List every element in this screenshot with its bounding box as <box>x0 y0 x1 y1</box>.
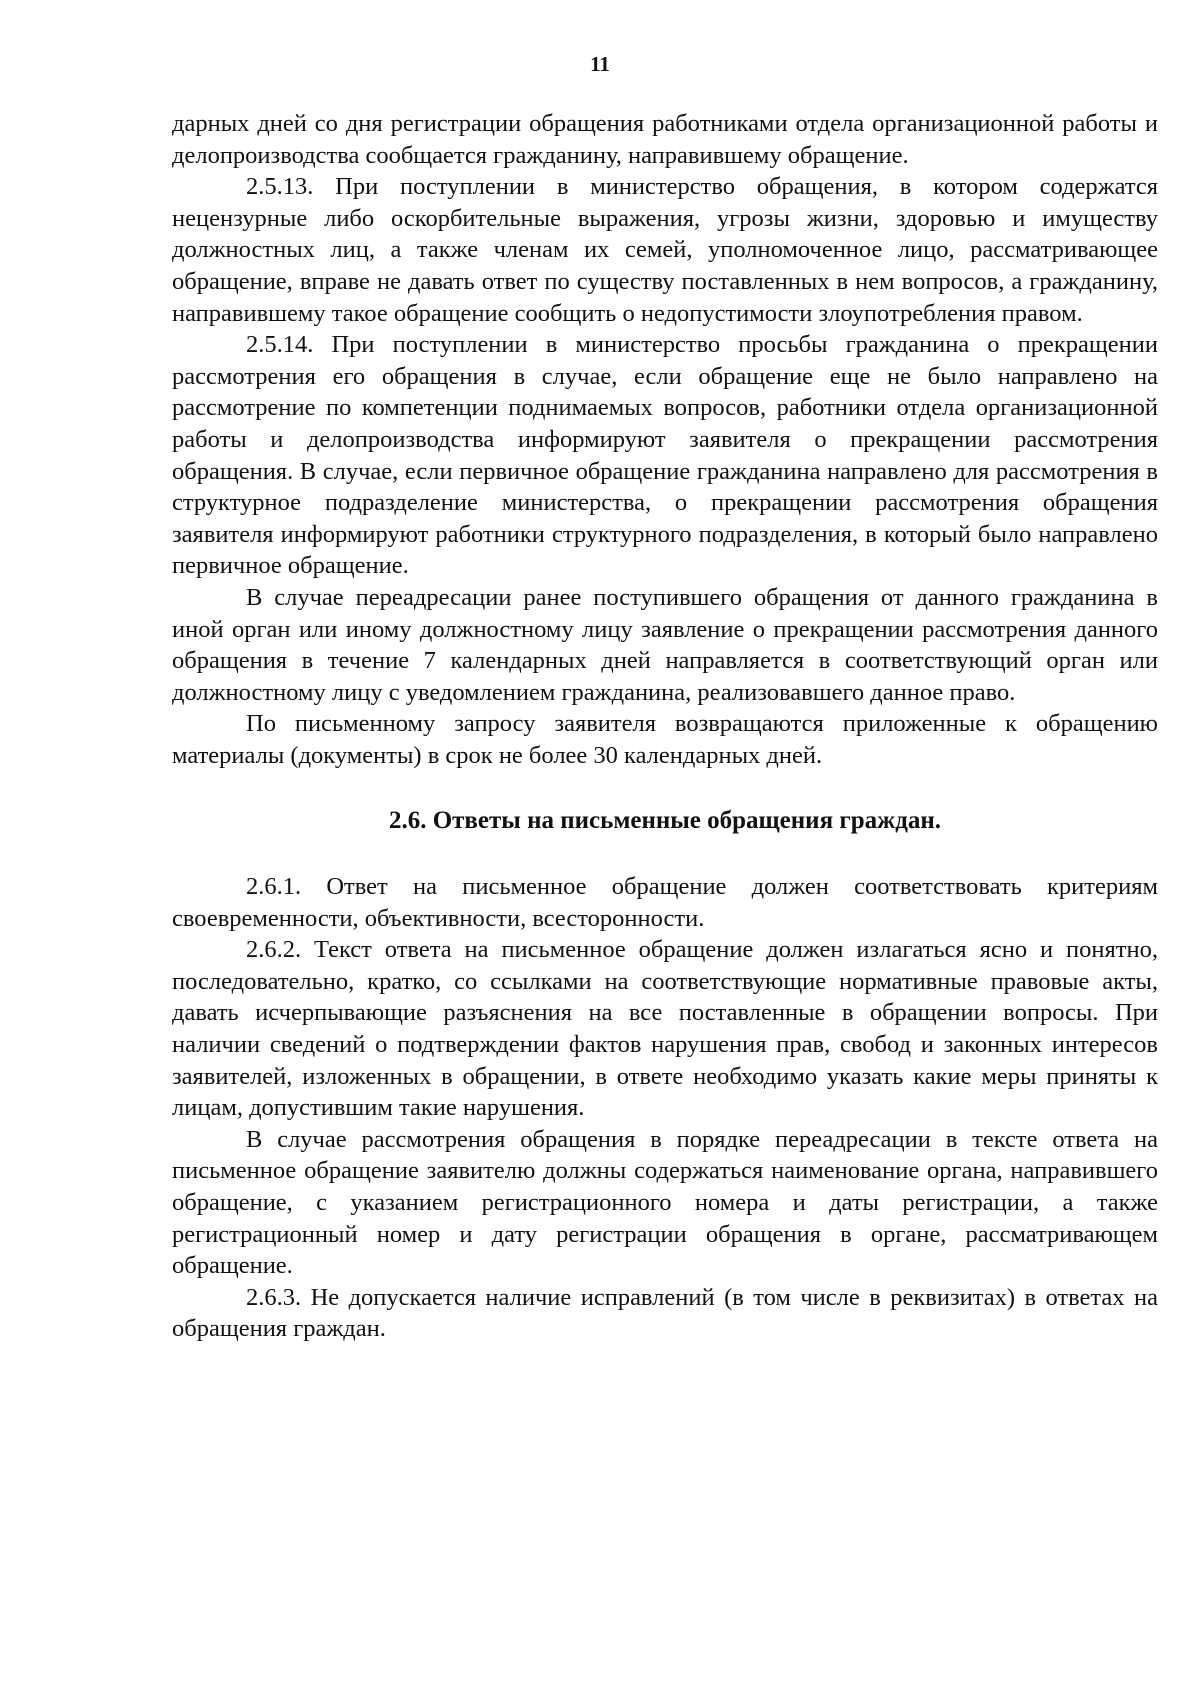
paragraph-2-6-3: 2.6.3. Не допускается наличие исправлений (в том числе в реквизитах) в ответах на обращения граждан. <box>172 1283 1158 1343</box>
paragraph-2-5-14: 2.5.14. При поступлении в министерство просьбы гражданина о прекращении рассмотрения его обращения в случае, если обращение еще не было направлено на рассмотрение по компетенции поднимаемых вопросов, работники отдела организационной работы и делопроизводства информируют заявителя о прекращении рассмотрения обращения. В случае, если первичное обращение гражданина направлено для рассмотрения в структурное подразделение министерства, о прекращении рассмотрения обращения заявителя информируют работники структурного подразделения, в который было направлено первичное обращение. <box>172 331 1158 580</box>
paragraph-answer-readdressing: В случае рассмотрения обращения в порядке переадресации в тексте ответа на письменное обращение заявителю должны содержаться наименование органа, направившего обращение, с указанием регистрационного номера и даты регистрации, а также регистрационный номер и дату регистрации обращения в органе, рассматривающем обращение. <box>172 1125 1158 1280</box>
paragraph-2-6-1: 2.6.1. Ответ на письменное обращение должен соответствовать критериям своевременности, объективности, всесторонности. <box>172 873 1158 932</box>
paragraph-continuation: дарных дней со дня регистрации обращения работниками отдела организационной работы и делопроизводства сообщается гражданину, направившему обращение. <box>172 110 1158 169</box>
paragraph-2-6-2: 2.6.2. Текст ответа на письменное обращение должен излагаться ясно и понятно, последовательно, кратко, со ссылками на соответствующие нормативные правовые акты, давать исчерпывающие разъяснения на все поставленные в обращении вопросы. При наличии сведений о подтверждении фактов нарушения прав, свобод и законных интересов заявителей, изложенных в обращении, в ответе необходимо указать какие меры приняты к лицам, допустившим такие нарушения. <box>172 936 1158 1122</box>
paragraph-2-5-13: 2.5.13. При поступлении в министерство обращения, в котором содержатся нецензурные либо оскорбительные выражения, угрозы жизни, здоровью и имуществу должностных лиц, а также членам их семей, уполномоченное лицо, рассматривающее обращение, вправе не давать ответ по существу поставленных в нем вопросов, а гражданину, направившему такое обращение сообщить о недопустимости злоупотребления правом. <box>172 173 1158 327</box>
paragraph-materials-return: По письменному запросу заявителя возвращаются приложенные к обращению материалы (документы) в срок не более 30 календарных дней. <box>172 710 1158 769</box>
paragraph-group-after-heading <box>172 871 1158 1345</box>
section-heading: 2.6. Ответы на письменные обращения граждан. <box>388 807 942 835</box>
document-body <box>172 108 1158 1345</box>
page-number: 11 <box>590 52 610 76</box>
paragraph-readdressing: В случае переадресации ранее поступившего обращения от данного гражданина в иной орган или иному должностному лицу заявление о прекращении рассмотрения данного обращения в течение 7 календарных дней направляется в соответствующий орган или должностному лицу с уведомлением гражданина, реализовавшего данное право. <box>172 583 1158 706</box>
paragraph-group-before-heading <box>172 108 1158 771</box>
